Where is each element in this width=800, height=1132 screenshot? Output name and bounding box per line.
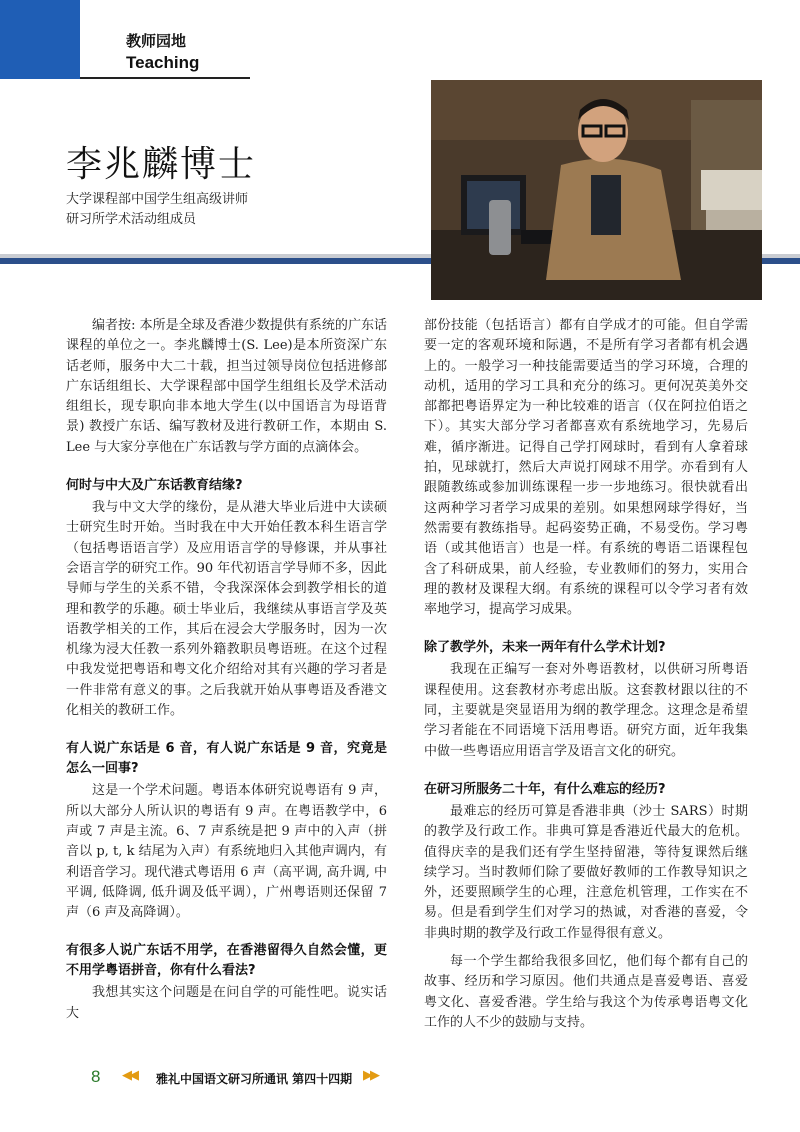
body-paragraph: 部份技能（包括语言）都有自学成才的可能。但自学需要一定的客观环境和际遇，不是所有学习者都有机会遇上的。一般学习一种技能需要适当的学习环境，合理的动机，适用的学习工具和充分的练习。更何况英美外交部都把粤语界定为一种比较难的语言（仅在阿拉伯语之下）。其实大部分学习者都喜欢有系统地学习，先易后难，循序渐进。记得自己学打网球时，看到有人拿着球拍，见球就打，然后大声说打网球不用学。亦看到有人跟随教练或参加训练课程一步一步地练习。很快就看出这两种学习者学习成果的差别。如果想网球学得好，当然需要有教练指导。起码姿势正确，不易受伤。学习粤语（或其他语言）也是一样。有系统的粤语二语课程包含了科研成果，前人经验，专业教师们的努力，实用合理的教材及课程大纲。有系统的课程可以令学习者有效率地学习，提高学习成果。	[424, 318, 748, 618]
spacer	[424, 762, 748, 780]
question-heading: 有人说广东话是 6 音，有人说广东话是 9 音，究竟是怎么一回事?	[66, 741, 387, 777]
profile-role: 研习所学术活动组成员	[66, 212, 197, 227]
profile-role: 大学课程部中国学生组高级讲师	[66, 192, 249, 207]
publication-title: 雅礼中国语文研习所通讯 第四十四期	[156, 1072, 353, 1086]
profile-name: 李兆麟博士	[66, 144, 257, 185]
spacer	[66, 721, 387, 739]
header-divider	[80, 77, 250, 79]
body-paragraph: 编者按: 本所是全球及香港少数提供有系统的广东话课程的单位之一。李兆麟博士(S. Lee)是本所资深广东话老师，服务中大二十载，担当过领导岗位包括进修部广东话组组长、大学课程部中国学生组组长及学术活动组组长，现专职向非本地大学生(以中国语言为母语背景) 教授广东话、编写教材及进行教研工作，本期由 S. Lee 与大家分享他在广东话教与学方面的点滴体会。	[66, 318, 387, 455]
question-heading: 在研习所服务二十年，有什么难忘的经历?	[424, 781, 666, 797]
section-title-cn: 教师园地	[126, 32, 187, 50]
portrait-photo	[431, 80, 762, 300]
body-paragraph: 这是一个学术问题。粤语本体研究说粤语有 9 声，所以大部分人所认识的粤语有 9 声。在粤语教学中，6 声或 7 声是主流。6、7 声系统是把 9 声中的入声（拼音以 p, t, k 结尾为入声）有系统地归入其他声调内，有利语音学习。现代港式粤语用 6 声（高平调, 高升调, 中平调, 低降调, 低升调及低平调），广州粤语则还保留 7 声（6 声及高降调）。	[66, 783, 387, 921]
spacer	[66, 923, 387, 941]
spacer	[424, 944, 748, 952]
article-right-column	[424, 316, 748, 1033]
section-title-en: Teaching	[126, 53, 200, 72]
header-color-block	[0, 0, 80, 79]
spacer	[424, 620, 748, 638]
question-heading: 除了教学外，未来一两年有什么学术计划?	[424, 640, 666, 656]
article-left-column	[66, 316, 387, 1024]
double-right-arrow-icon: ▶▶	[363, 1068, 377, 1083]
body-paragraph: 我想其实这个问题是在问自学的可能性吧。说实话大	[66, 985, 387, 1021]
body-paragraph: 每一个学生都给我很多回忆，他们每个都有自己的故事、经历和学习原因。他们共通点是喜爱粤语、喜爱粤文化、喜爱香港。学生给与我这个为传承粤语粤文化工作的人不少的鼓励与支持。	[424, 954, 748, 1030]
page-number: 8	[91, 1067, 101, 1086]
double-left-arrow-icon: ◀◀	[122, 1068, 136, 1083]
body-paragraph: 我现在正编写一套对外粤语教材，以供研习所粤语课程使用。这套教材亦考虑出版。这套教材跟以往的不同，主要就是突显语用为纲的教学理念。这理念是希望学习者能在不同语境下活用粤语。研究方面，近年我集中做一些粤语应用语言学及语言文化的研究。	[424, 662, 748, 759]
body-paragraph: 最难忘的经历可算是香港非典（沙士 SARS）时期的教学及行政工作。非典可算是香港近代最大的危机。值得庆幸的是我们还有学生坚持留港，等待复课然后继续学习。当时教师们除了要做好教师的工作教导知识之外，还要照顾学生的心理，注意危机管理，工作实在不易。但是看到学生们对学习的热诚，对香港的喜爱，令非典时期的教学及行政工作显得很有意义。	[424, 803, 748, 941]
question-heading: 有很多人说广东话不用学，在香港留得久自然会懂，更不用学粤语拼音，你有什么看法?	[66, 943, 387, 979]
question-heading: 何时与中大及广东话教育结缘?	[66, 478, 243, 494]
spacer	[66, 458, 387, 476]
body-paragraph: 我与中文大学的缘份，是从港大毕业后进中大读硕士研究生时开始。当时我在中大开始任教本科生语言学（包括粤语语言学）及应用语言学的导修课，并从事社会语言学的研究工作。90 年代初语言学导师不多，因此导师与学生的关系不错，令我深深体会到教学相长的道理和教学的乐趣。硕士毕业后，我继续从事语言学及英语教学相关的工作，其后在浸会大学服务时，因为一次机缘为浸大任教一系列外籍教职员粤语班。在这个过程中我发觉把粤语和粤文化介绍给对其有兴趣的学习者是一件非常有意义的事。之后我就开始从事粤语及香港文化相关的教研工作。	[66, 500, 387, 719]
